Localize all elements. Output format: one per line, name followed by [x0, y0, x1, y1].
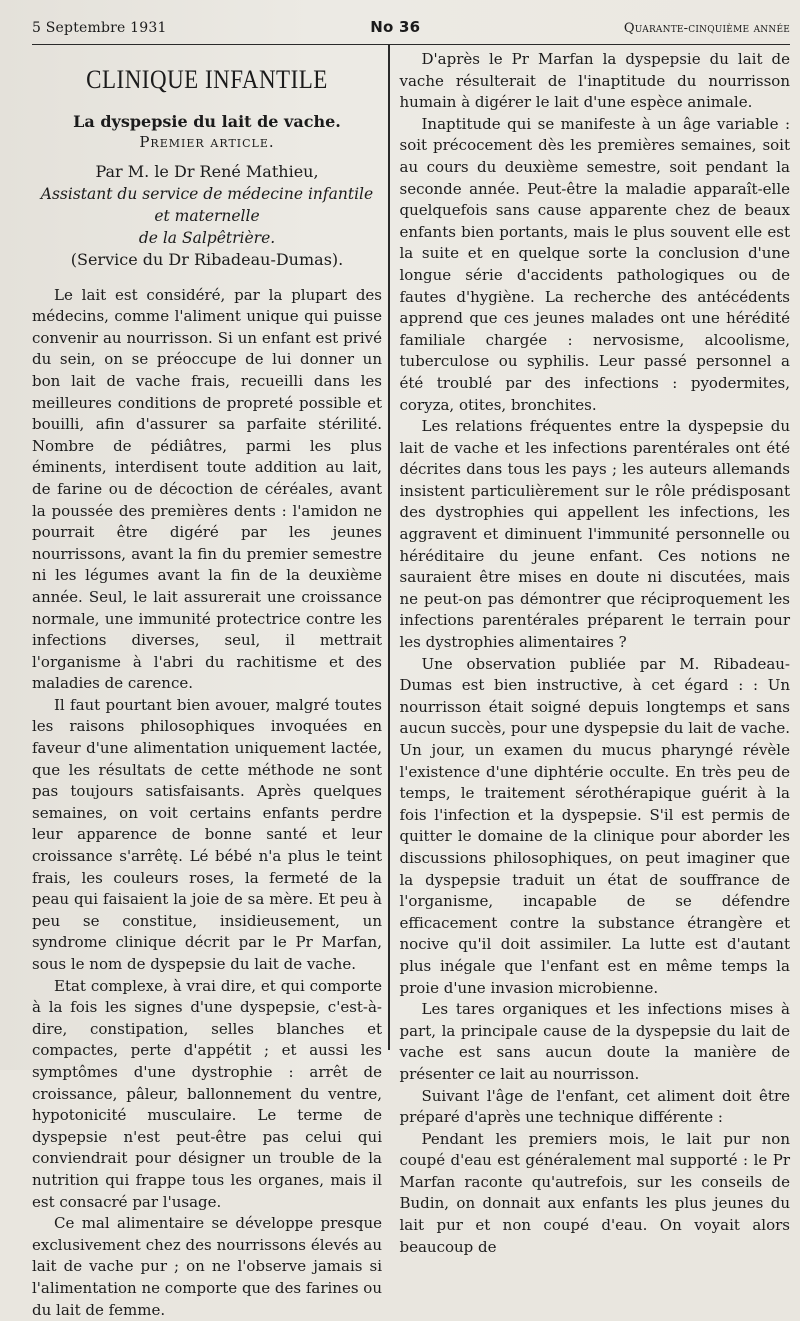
- paragraph: Le lait est considéré, par la plupart des médecins, comme l'aliment unique qui puisse convenir au nourrisson. Si un enfant est privé du sein, on se préoccupe de lui donner un bon lait de vache frais, recueilli dans les meilleures conditions de propreté possible et bouilli, afin d'assurer sa parfaite stérilité. Nombre de pédiâtres, parmi les plus éminents, interdisent toute addition au lait, de farine ou de décoction de céréales, avant la poussée des premières dents : l'amidon ne pourrait être digéré par les jeunes nourrissons, avant la fin du premier semestre ni les légumes avant la fin de la deuxième année. Seul, le lait assurerait une croissance normale, une immunité protectrice contre les infections diverses, seul, il mettrait l'organisme à l'abri du rachitisme et des maladies de carence.: [32, 285, 382, 693]
- issue-date: 5 Septembre 1931: [32, 20, 167, 36]
- author-byline: Par M. le Dr René Mathieu,: [95, 161, 319, 181]
- paragraph: Etat complexe, à vrai dire, et qui comporte à la fois les signes d'une dyspepsie, c'est-à-dire, constipation, selles blanches et compactes, perte d'appétit ; et aussi les symptômes d'une dystrophie : arrêt de croissance, pâleur, ballonnement du ventre, hypotonicité musculaire. Le terme de dyspepsie n'est peut-être pas celui qui conviendrait pour désigner un trouble de la nutrition qui frappe tous les organes, mais il est consacré par l'usage.: [32, 976, 382, 1211]
- issue-number: No 36: [370, 18, 421, 36]
- running-head: [22, 18, 790, 44]
- right-column: [390, 45, 791, 1256]
- left-column: [22, 45, 388, 1319]
- paragraph: Pendant les premiers mois, le lait pur non coupé d'eau est généralement mal supporté : le Pr Marfan raconte qu'autrefois, sur les conseils de Budin, on donnait aux enfants les plus jeunes du lait pur et non coupé d'eau. On voyait alors beaucoup de: [399, 1129, 790, 1256]
- paragraph: Les tares organiques et les infections mises à part, la principale cause de la dyspepsie du lait de vache est sans aucun doute la manière de présenter ce lait au nourrisson.: [399, 1000, 790, 1083]
- article-title: La dyspepsie du lait de vache.: [73, 111, 341, 131]
- affiliation-line-2: de la Salpêtrière.: [138, 228, 276, 247]
- author-affiliation: [32, 183, 382, 249]
- paragraph: Ce mal alimentaire se développe presque exclusivement chez des nourrissons élevés au lait de vache pur ; on ne l'observe jamais si l'alimentation ne comporte que des farines ou du lait de femme.: [32, 1214, 382, 1319]
- paragraph: D'après le Pr Marfan la dyspepsie du lait de vache résulterait de l'inaptitude du nourrisson humain à digérer le lait d'une espèce animale.: [399, 50, 790, 112]
- service-line: (Service du Dr Ribadeau-Dumas).: [70, 249, 344, 269]
- section-title: CLINIQUE INFANTILE: [86, 65, 328, 94]
- paragraph: Inaptitude qui se manifeste à un âge variable : soit précocement dès les premières semaines, soit au cours du deuxième semestre, soit pendant la seconde année. Peut-être la maladie apparaît-elle quelquefois sans cause apparente chez de beaux enfants bien portants, mais le plus souvent elle est la suite et en quelque sorte la conclusion d'une longue série d'accidents pathologiques ou de fautes d'hygiène. La recherche des antécédents apprend que ces jeunes malades ont une hérédité familiale chargée : nervosisme, alcoolisme, tuberculose ou syphilis. Leur passé personnel a été troublé par des infections : pyodermites, coryza, otites, bronchites.: [399, 114, 790, 414]
- article-subtitle: Premier article.: [139, 132, 275, 151]
- paragraph: Une observation publiée par M. Ribadeau-Dumas est bien instructive, à cet égard : : Un nourrisson était soigné depuis longtemps et sans aucun succès, pour une dyspepsie du lait de vache. Un jour, un examen du mucus pharyngé révèle l'existence d'une diphtérie occulte. En très peu de temps, le traitement sérothérapique guérit à la fois l'infection et la dyspepsie. S'il est permis de quitter le domaine de la clinique pour aborder les discussions philosophiques, on peut imaginer que la dyspepsie traduit un état de souffrance de l'organisme, incapable de se défendre efficacement contre la substance étrangère et nocive qu'il doit assimiler. La lutte est d'autant plus inégale que l'enfant est en même temps la proie d'une invasion microbienne.: [399, 654, 790, 997]
- affiliation-line-1: Assistant du service de médecine infantile et maternelle: [40, 184, 374, 225]
- paragraph: Il faut pourtant bien avouer, malgré toutes les raisons philosophiques invoquées en faveur d'une alimentation uniquement lactée, que les résultats de cette méthode ne sont pas toujours satisfaisants. Après quelques semaines, on voit certains enfants perdre leur apparence de bonne santé et leur croissance s'arrêtę. Lé bébé n'a plus le teint frais, les couleurs roses, la fermeté de la peau qui faisaient la joie de sa mère. Et peu à peu se constitue, insidieusement, un syndrome clinique décrit par le Pr Marfan, sous le nom de dyspepsie du lait de vache.: [32, 695, 382, 973]
- article-columns: [22, 45, 790, 1319]
- paragraph: Suivant l'âge de l'enfant, cet aliment doit être préparé d'après une technique différente :: [399, 1086, 790, 1127]
- volume-year: Quarante-cinquième année: [623, 21, 790, 36]
- paragraph: Les relations fréquentes entre la dyspepsie du lait de vache et les infections parentérales ont été décrites dans tous les pays ; les auteurs allemands insistent particulièrement sur le rôle prédisposant des dystrophies qui appellent les infections, les aggravent et diminuent l'immunité personnelle ou héréditaire du jeune enfant. Ces notions ne sauraient être mises en doute ni discutées, mais ne peut-on pas démontrer que réciproquement les infections parentérales préparent le terrain pour les dystrophies alimentaires ?: [399, 417, 790, 652]
